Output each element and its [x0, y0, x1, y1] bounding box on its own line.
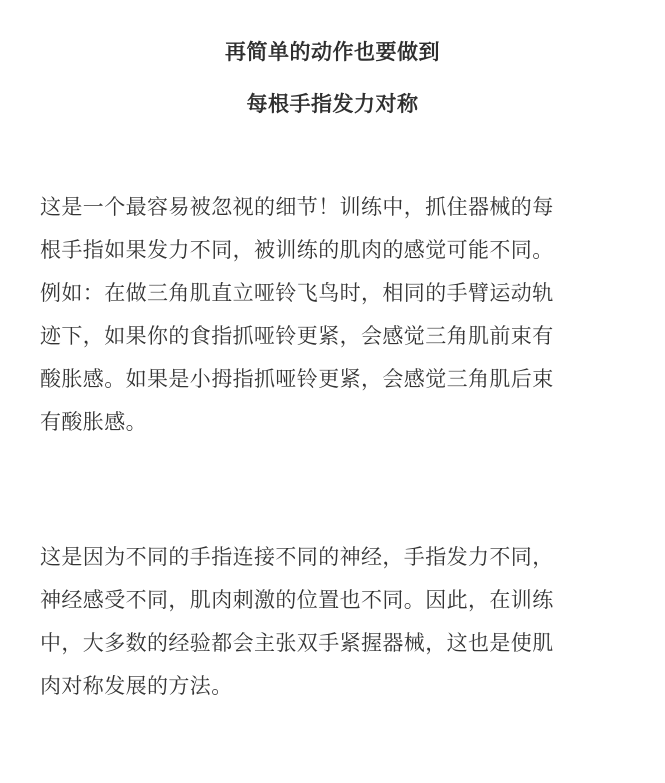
paragraph-line: 酸胀感。如果是小拇指抓哑铃更紧，会感觉三角肌后束: [40, 367, 554, 391]
paragraph-line: 这是因为不同的手指连接不同的神经，手指发力不同，: [40, 545, 554, 569]
paragraph-nerve-explanation: [40, 536, 630, 708]
paragraph-line: 肉对称发展的方法。: [40, 674, 233, 698]
paragraph-line: 例如：在做三角肌直立哑铃飞鸟时，相同的手臂运动轨: [40, 281, 554, 305]
paragraph-line: 迹下，如果你的食指抓哑铃更紧，会感觉三角肌前束有: [40, 324, 554, 348]
paragraph-finger-detail: [40, 186, 630, 444]
paragraph-line: 中，大多数的经验都会主张双手紧握器械，这也是使肌: [40, 631, 554, 655]
paragraph-line: 这是一个最容易被忽视的细节！训练中，抓住器械的每: [40, 195, 554, 219]
paragraph-line: 神经感受不同，肌肉刺激的位置也不同。因此，在训练: [40, 588, 554, 612]
article-heading-line-2: 每根手指发力对称: [246, 92, 419, 116]
article-heading-line-1: 再简单的动作也要做到: [225, 40, 440, 64]
paragraph-line: 有酸胀感。: [40, 410, 147, 434]
paragraph-line: 根手指如果发力不同，被训练的肌肉的感觉可能不同。: [40, 238, 554, 262]
